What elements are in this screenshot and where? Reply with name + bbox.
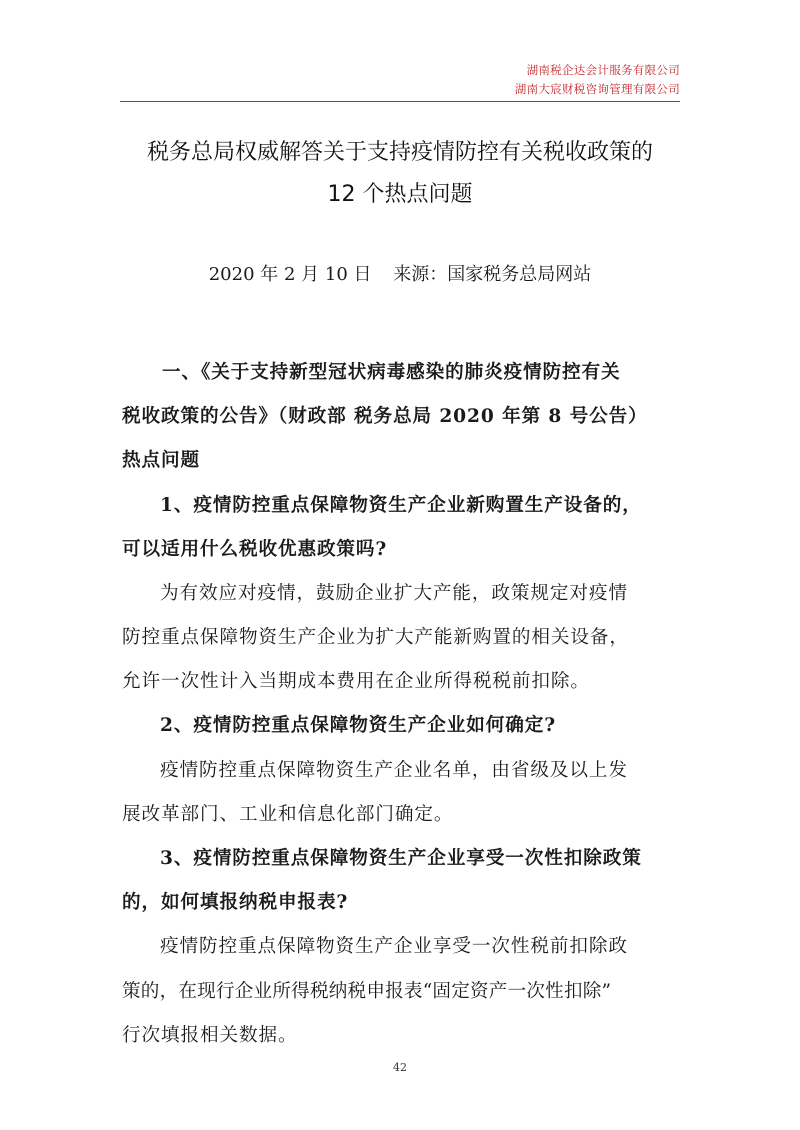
answer-3-line-2: 策的，在现行企业所得税纳税申报表“固定资产一次性扣除” xyxy=(122,980,612,1002)
dateline xyxy=(0,260,800,286)
company-name-1: 湖南税企达会计服务有限公司 xyxy=(526,63,680,77)
company-name-2: 湖南大宸财税咨询管理有限公司 xyxy=(514,82,680,96)
answer-2-line-1: 疫情防控重点保障物资生产企业名单，由省级及以上发 xyxy=(160,759,628,781)
page-number: 42 xyxy=(393,1060,407,1074)
question-2-line-1: 2、疫情防控重点保障物资生产企业如何确定? xyxy=(160,715,557,737)
answer-3-line-1: 疫情防控重点保障物资生产企业享受一次性税前扣除政 xyxy=(160,936,628,958)
source: 来源：国家税务总局网站 xyxy=(393,264,592,285)
question-3-line-1: 3、疫情防控重点保障物资生产企业享受一次性扣除政策 xyxy=(160,847,642,869)
publish-date: 2020 年 2 月 10 日 xyxy=(208,264,372,285)
question-1-line-1: 1、疫情防控重点保障物资生产企业新购置生产设备的， xyxy=(160,494,642,516)
document-title-line-1: 税务总局权威解答关于支持疫情防控有关税收政策的 xyxy=(146,140,653,165)
section-heading-line-1: 一、《关于支持新型冠状病毒感染的肺炎疫情防控有关 xyxy=(162,362,621,383)
answer-1-line-2: 防控重点保障物资生产企业为扩大产能新购置的相关设备， xyxy=(122,627,629,649)
question-3-line-2: 的，如何填报纳税申报表? xyxy=(122,892,349,914)
section-heading-line-3: 热点问题 xyxy=(122,450,200,472)
answer-3-line-3: 行次填报相关数据。 xyxy=(122,1024,298,1046)
answer-1-line-1: 为有效应对疫情，鼓励企业扩大产能，政策规定对疫情 xyxy=(160,582,628,604)
document-title-line-2: 12 个热点问题 xyxy=(327,182,473,207)
header-rule xyxy=(120,101,680,102)
answer-1-line-3: 允许一次性计入当期成本费用在企业所得税税前扣除。 xyxy=(122,671,590,693)
answer-2-line-2: 展改革部门、工业和信息化部门确定。 xyxy=(122,803,454,825)
section-heading-line-2: 税收政策的公告》（财政部 税务总局 2020 年第 8 号公告） xyxy=(122,406,648,428)
question-1-line-2: 可以适用什么税收优惠政策吗? xyxy=(122,538,388,560)
